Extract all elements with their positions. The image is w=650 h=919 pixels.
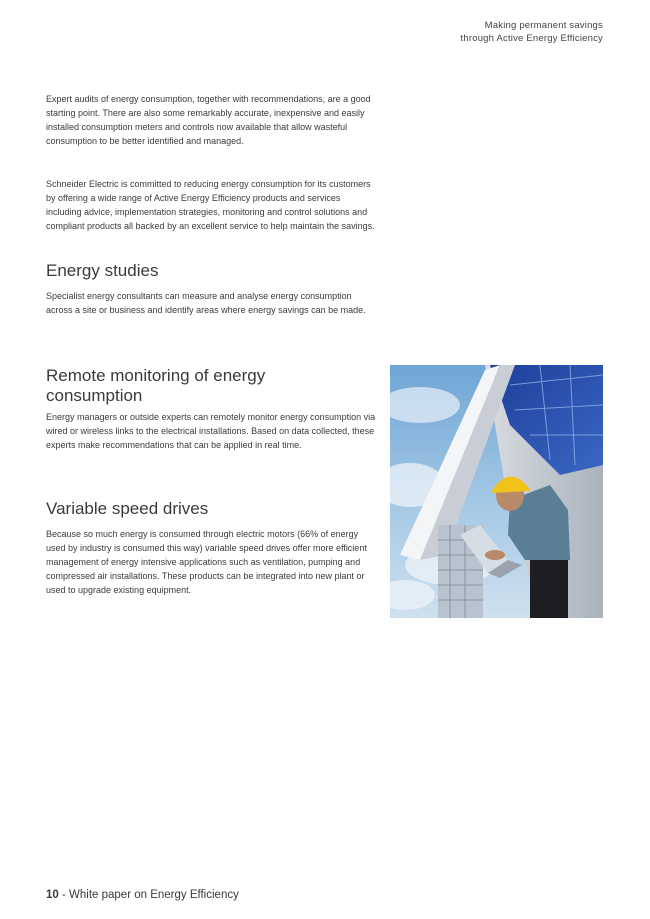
intro-paragraph-1: Expert audits of energy consumption, together with recommendations, are a good starting point. There are also some remarkably accurate, inexpensive and easily installed consumption meters and controls now available that allow wasteful consumption to be better identified and managed. [46, 94, 371, 146]
intro-paragraph-1-block [46, 92, 376, 148]
running-header [461, 19, 603, 45]
header-line-1: Making permanent savings [484, 20, 603, 31]
page-number: 10 [46, 889, 59, 901]
page-footer [46, 889, 239, 901]
header-line-2: through Active Energy Efficiency [460, 33, 603, 44]
section-body: Energy managers or outside experts can remotely monitor energy consumption via wired or wireless links to the electrical installations. Based on data collected, these experts make recommendations that can be applied in real time. [46, 412, 376, 450]
section-heading: Energy studies [46, 261, 159, 280]
footer-text: - White paper on Energy Efficiency [58, 889, 239, 901]
intro-paragraph-2: Schneider Electric is committed to reducing energy consumption for its customers by offering a wide range of Active Energy Efficiency products and services including advice, implementation strategies, monitoring and control solutions and compliant products all backed by an excellent service to help maintain the savings. [46, 179, 375, 231]
section-variable-speed-drives [46, 499, 376, 597]
section-heading: Remote monitoring of energy consumption [46, 366, 266, 405]
intro-paragraph-2-block [46, 177, 376, 233]
section-remote-monitoring [46, 366, 376, 452]
engineer-photo [390, 365, 603, 618]
section-body: Specialist energy consultants can measure and analyse energy consumption across a site or business and identify areas where energy savings can be made. [46, 291, 366, 315]
section-heading: Variable speed drives [46, 499, 209, 518]
engineer-with-laptop-illustration [390, 365, 603, 618]
section-energy-studies [46, 261, 376, 317]
section-body: Because so much energy is consumed through electric motors (66% of energy used by industry is consumed this way) variable speed drives offer more efficient management of energy intensive applications such as ventilation, pumping and compressed air installations. These products can be integrated into new plant or used to upgrade existing equipment. [46, 529, 367, 595]
